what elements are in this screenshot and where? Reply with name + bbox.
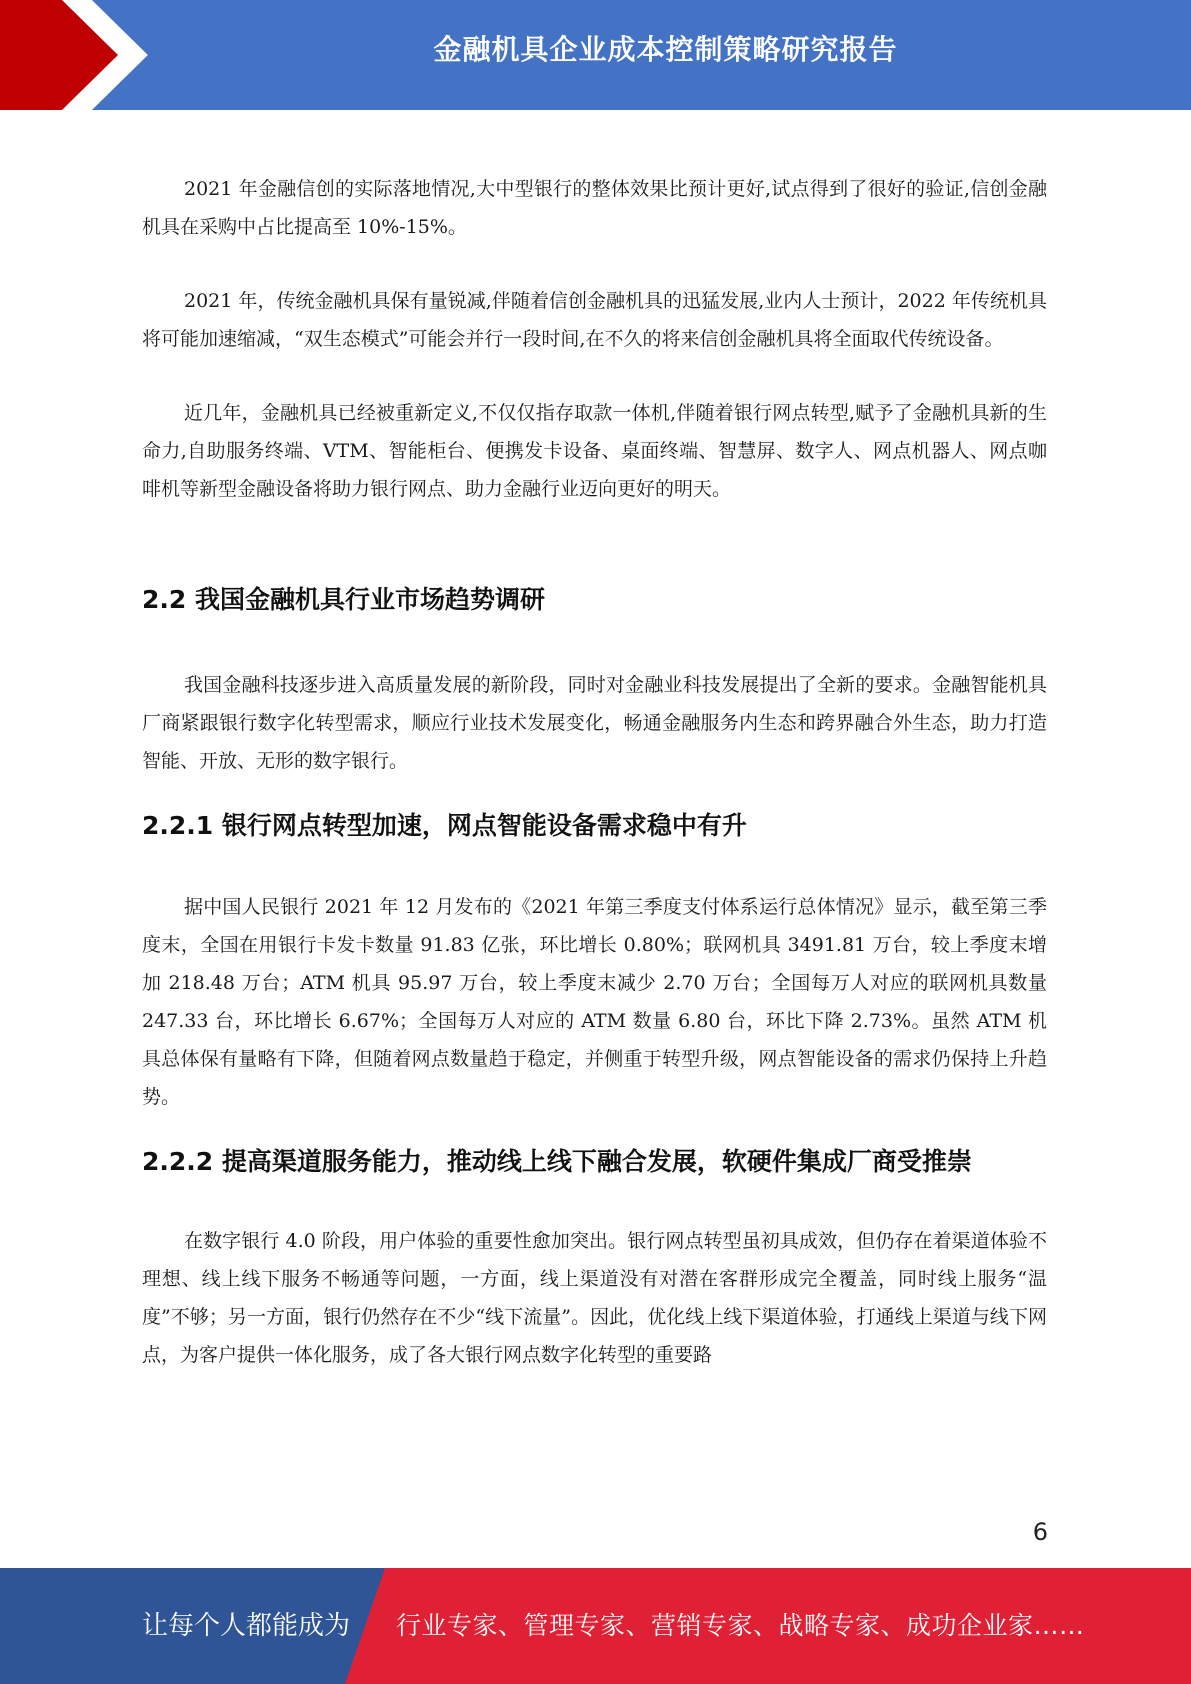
section-heading: 2.2 我国金融机具行业市场趋势调研 — [142, 585, 545, 614]
paragraph: 据中国人民银行 2021 年 12 月发布的《2021 年第三季度支付体系运行总体情况》显示，截至第三季度末，全国在用银行卡发卡数量 91.83 亿张，环比增长 0.80%；联网机具 3491.81 万台，较上季度末增加 218.48 万台；ATM 机具 95.97 万台，较上季度末减少 2.70 万台；全国每万人对应的联网机具数量 247.33 台，环比增长 6.67%；全国每万人对应的 ATM 数量 6.80 台，环比下降 2.73%。虽然 ATM 机具总体保有量略有下降，但随着网点数量趋于稳定，并侧重于转型升级，网点智能设备的需求仍保持上升趋势。 — [142, 896, 1047, 1108]
footer-slogan-right: 行业专家、管理专家、营销专家、战略专家、成功企业家…… — [396, 1611, 1085, 1640]
paragraph: 2021 年，传统金融机具保有量锐减,伴随着信创金融机具的迅猛发展,业内人士预计，2022 年传统机具将可能加速缩减，“双生态模式”可能会并行一段时间,在不久的将来信创金融机具将全面取代传统设备。 — [142, 290, 1047, 350]
paragraph: 我国金融科技逐步进入高质量发展的新阶段，同时对金融业科技发展提出了全新的要求。金融智能机具厂商紧跟银行数字化转型需求，顺应行业技术发展变化，畅通金融服务内生态和跨界融合外生态，助力打造智能、开放、无形的数字银行。 — [142, 674, 1047, 772]
report-title: 金融机具企业成本控制策略研究报告 — [433, 33, 898, 66]
page-number: 6 — [1032, 1518, 1048, 1546]
subsection-heading: 2.2.1 银行网点转型加速，网点智能设备需求稳中有升 — [142, 811, 747, 840]
footer-banner — [0, 1568, 1191, 1684]
paragraph: 在数字银行 4.0 阶段，用户体验的重要性愈加突出。银行网点转型虽初具成效，但仍存在着渠道体验不理想、线上线下服务不畅通等问题，一方面，线上渠道没有对潜在客群形成完全覆盖，同时线上服务“温度”不够；另一方面，银行仍然存在不少“线下流量”。因此，优化线上线下渠道体验，打通线上渠道与线下网点，为客户提供一体化服务，成了各大银行网点数字化转型的重要路 — [142, 1230, 1047, 1366]
paragraph: 近几年，金融机具已经被重新定义,不仅仅指存取款一体机,伴随着银行网点转型,赋予了金融机具新的生命力,自助服务终端、VTM、智能柜台、便携发卡设备、桌面终端、智慧屏、数字人、网点机器人、网点咖啡机等新型金融设备将助力银行网点、助力金融行业迈向更好的明天。 — [142, 402, 1047, 500]
footer-slogan-left: 让每个人都能成为 — [142, 1611, 351, 1641]
document-body — [142, 170, 1047, 1374]
paragraph: 2021 年金融信创的实际落地情况,大中型银行的整体效果比预计更好,试点得到了很好的验证,信创金融机具在采购中占比提高至 10%-15%。 — [142, 178, 1047, 238]
header-banner — [0, 0, 1191, 110]
subsection-heading: 2.2.2 提高渠道服务能力，推动线上线下融合发展，软硬件集成厂商受推崇 — [142, 1147, 972, 1176]
